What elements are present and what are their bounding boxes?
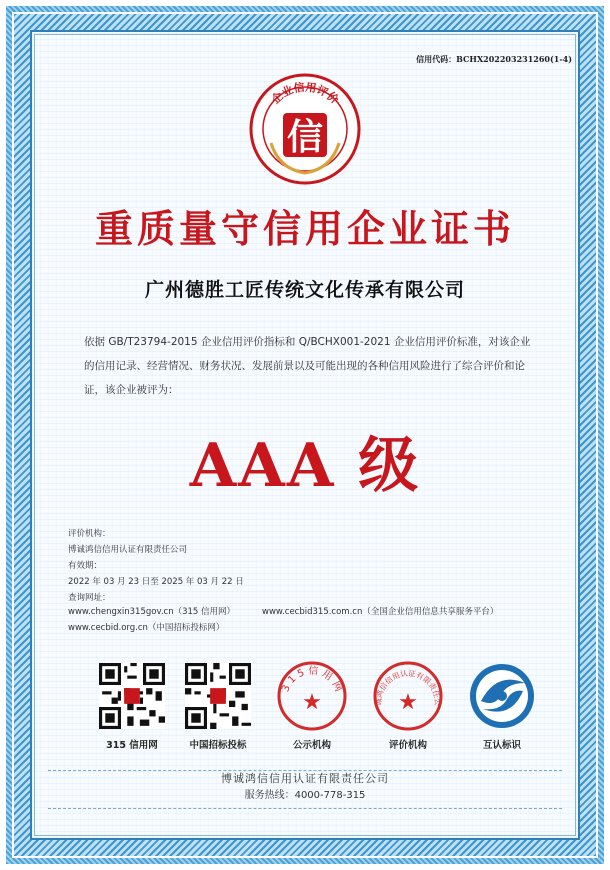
evaluator-seal-text: 诚鸿信信用认证有限责任公 xyxy=(373,668,443,706)
mutual-recognition-logo-icon xyxy=(467,661,537,731)
seal-evaluator xyxy=(368,659,448,751)
evaluation-statement: 依据 GB/T23794-2015 企业信用评价指标和 Q/BCHX001-2021 企业信用评价标准，对该企业的信用记录、经营情况、财务状况、发展前景以及可能出现的各种信用风险进行了综合评价和论证，该企业被评为： xyxy=(84,336,531,396)
public-seal-text: 3 1 5 信 用 网 xyxy=(280,665,344,694)
seal-row xyxy=(0,663,610,763)
query-label: 查询网址： xyxy=(68,593,111,603)
emblem-arc-text: 企业信用评价 xyxy=(269,80,341,107)
org-label: 评价机构： xyxy=(68,529,111,539)
certificate-title: 重质量守信用企业证书 xyxy=(94,206,515,251)
seal-evaluator-label: 评价机构 xyxy=(388,740,427,751)
seal-public xyxy=(272,659,352,751)
emblem-glyph: 信 xyxy=(286,116,324,158)
qr-315[interactable] xyxy=(97,663,167,751)
credit-grade: AAA 级 xyxy=(189,431,421,501)
credit-emblem xyxy=(249,73,361,185)
public-seal-icon xyxy=(275,659,349,733)
mutual-recognition xyxy=(462,661,542,751)
mutual-recognition-label: 互认标识 xyxy=(482,740,521,751)
svg-text:★: ★ xyxy=(398,690,418,715)
footer-divider-bottom xyxy=(48,808,562,809)
company-name: 广州德胜工匠传统文化传承有限公司 xyxy=(144,279,465,301)
svg-text:★: ★ xyxy=(302,690,322,715)
qr-cecbid-label: 中国招标投标 xyxy=(189,740,247,751)
link-cecbid[interactable]: www.cecbid.org.cn（中国招标投标网） xyxy=(68,623,225,633)
link-cecbid315[interactable]: www.cecbid315.com.cn（全国企业信用信息共享服务平台） xyxy=(262,607,499,617)
qr-code-icon xyxy=(185,663,251,729)
qr-cecbid[interactable] xyxy=(183,663,253,751)
qr-315-label: 315 信用网 xyxy=(106,740,158,751)
valid-label: 有效期： xyxy=(68,561,103,571)
footer-organization: 博诚鸿信信用认证有限责任公司 xyxy=(221,772,389,785)
evaluator-seal-icon xyxy=(371,659,445,733)
footer-hotline: 服务热线：4000-778-315 xyxy=(244,790,366,801)
valid-value: 2022 年 03 月 23 日至 2025 年 03 月 22 日 xyxy=(68,577,244,587)
seal-public-label: 公示机构 xyxy=(292,740,331,751)
qr-code-icon xyxy=(99,663,165,729)
link-315[interactable]: www.chengxin315gov.cn（315 信用网） xyxy=(68,607,236,617)
org-value: 博诚鸿信信用认证有限责任公司 xyxy=(68,545,188,555)
certificate-code: 信用代码：BCHX202203231260(1-4) xyxy=(416,54,572,64)
